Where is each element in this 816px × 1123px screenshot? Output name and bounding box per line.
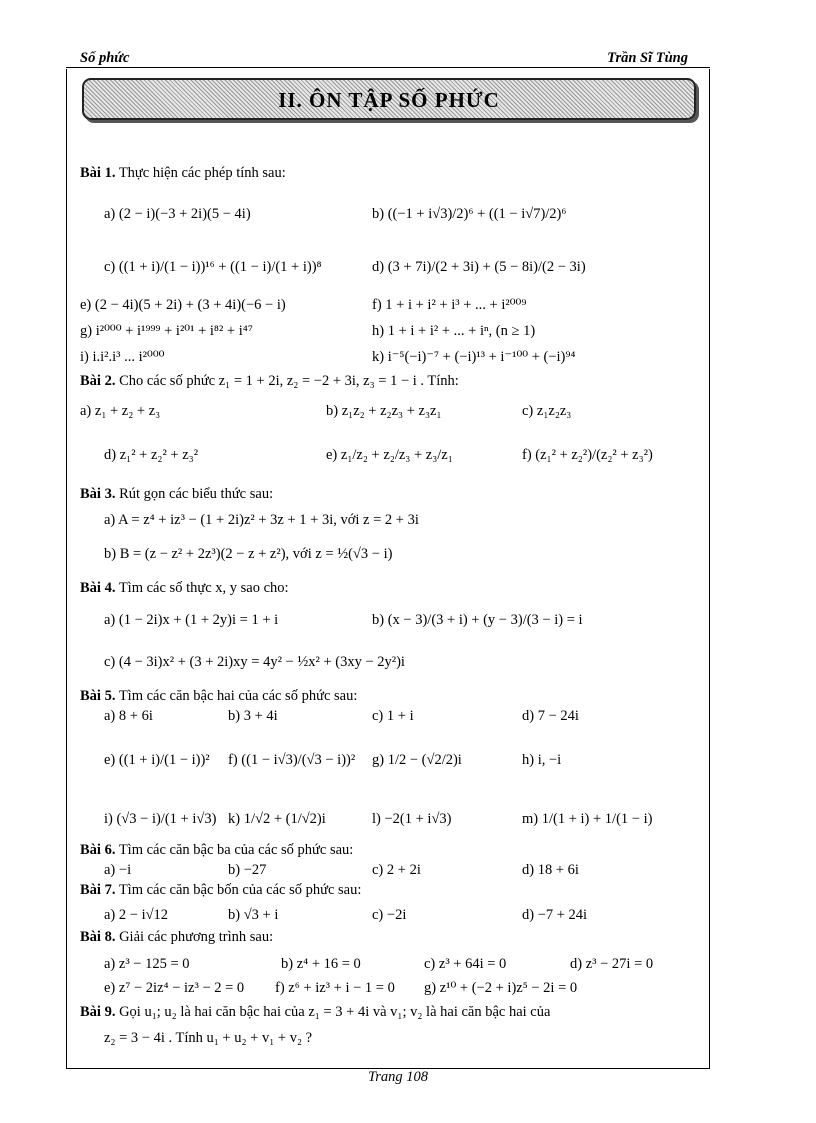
exercise-prompt: Thực hiện các phép tính sau:	[118, 165, 286, 181]
b1-item-c: c) ((1 + i)/(1 − i))¹⁶ + ((1 − i)/(1 + i))⁸	[104, 259, 322, 275]
exercise-label: Bài 6.	[80, 842, 116, 858]
page-title: II. ÔN TẬP SỐ PHỨC	[278, 88, 500, 112]
b7-item-c: c) −2i	[372, 907, 407, 923]
exercise-7	[80, 881, 361, 899]
b4-item-b: b) (x − 3)/(3 + i) + (y − 3)/(3 − i) = i	[372, 612, 583, 628]
b2-item-e: e) z₁/z₂ + z₂/z₃ + z₃/z₁	[326, 447, 453, 463]
b1-item-a: a) (2 − i)(−3 + 2i)(5 − 4i)	[104, 206, 251, 222]
exercise-label: Bài 4.	[80, 580, 116, 596]
exercise-5	[80, 687, 357, 705]
b8-item-b: b) z⁴ + 16 = 0	[281, 956, 361, 972]
title-banner	[82, 78, 696, 120]
b1-item-b: b) ((−1 + i√3)/2)⁶ + ((1 − i√7)/2)⁶	[372, 206, 567, 222]
exercise-4	[80, 579, 289, 597]
exercise-prompt: Tìm các căn bậc bốn của các số phức sau:	[118, 882, 362, 898]
b2-item-a: a) z₁ + z₂ + z₃	[80, 403, 161, 419]
b1-item-e: e) (2 − 4i)(5 + 2i) + (3 + 4i)(−6 − i)	[80, 297, 286, 313]
footer-text: Trang 108	[367, 1069, 429, 1085]
b7-item-a: a) 2 − i√12	[104, 907, 169, 923]
exercise-prompt: Tìm các căn bậc ba của các số phức sau:	[118, 842, 354, 858]
b5-item-g: g) 1/2 − (√2/2)i	[372, 752, 462, 768]
exercise-prompt: Tìm các số thực x, y sao cho:	[118, 580, 289, 596]
b1-item-d: d) (3 + 7i)/(2 + 3i) + (5 − 8i)/(2 − 3i)	[372, 259, 586, 275]
exercise-prompt: Tìm các căn bậc hai của các số phức sau:	[118, 688, 358, 704]
b5-item-c: c) 1 + i	[372, 708, 414, 724]
exercise-label: Bài 2.	[80, 373, 116, 389]
b4-item-c: c) (4 − 3i)x² + (3 + 2i)xy = 4y² − ½x² + (3xy − 2y²)i	[104, 654, 405, 670]
b2-item-c: c) z₁z₂z₃	[522, 403, 572, 419]
exercise-9	[80, 1003, 550, 1021]
b6-item-a: a) −i	[104, 862, 132, 878]
exercise-label: Bài 5.	[80, 688, 116, 704]
page-number	[0, 1069, 816, 1086]
b6-item-b: b) −27	[228, 862, 267, 878]
exercise-8	[80, 928, 273, 946]
b8-item-g: g) z¹⁰ + (−2 + i)z⁵ − 2i = 0	[424, 980, 578, 996]
b5-item-d: d) 7 − 24i	[522, 708, 579, 724]
header-rule	[66, 67, 710, 68]
b5-item-h: h) i, −i	[522, 752, 562, 768]
b8-item-a: a) z³ − 125 = 0	[104, 956, 190, 972]
b8-item-f: f) z⁶ + iz³ + i − 1 = 0	[275, 980, 395, 996]
b5-item-e: e) ((1 + i)/(1 − i))²	[104, 752, 210, 768]
b1-item-h: h) 1 + i + i² + ... + iⁿ, (n ≥ 1)	[372, 323, 536, 339]
b4-item-a: a) (1 − 2i)x + (1 + 2y)i = 1 + i	[104, 612, 279, 628]
exercise-text-line1: Gọi u₁; u₂ là hai căn bậc hai của z₁ = 3 + 4i và v₁; v₂ là hai căn bậc hai của	[119, 1004, 551, 1020]
b5-item-a: a) 8 + 6i	[104, 708, 153, 724]
b5-item-l: l) −2(1 + i√3)	[372, 811, 452, 827]
header-right: Trần Sĩ Tùng	[607, 50, 688, 66]
b7-item-d: d) −7 + 24i	[522, 907, 588, 923]
b5-item-b: b) 3 + 4i	[228, 708, 278, 724]
exercise-prompt: Giải các phương trình sau:	[119, 929, 274, 945]
exercise-6	[80, 841, 353, 859]
exercise-label: Bài 8.	[80, 929, 116, 945]
b8-item-d: d) z³ − 27i = 0	[570, 956, 654, 972]
b1-item-k: k) i⁻⁵(−i)⁻⁷ + (−i)¹³ + i⁻¹⁰⁰ + (−i)⁹⁴	[372, 349, 576, 365]
exercise-1	[80, 164, 286, 182]
b8-item-e: e) z⁷ − 2iz⁴ − iz³ − 2 = 0	[104, 980, 245, 996]
b3-item-b: b) B = (z − z² + 2z³)(2 − z + z²), với z = ½(√3 − i)	[104, 546, 393, 562]
exercise-2	[80, 372, 459, 390]
b1-item-i: i) i.i².i³ ... i²⁰⁰⁰	[80, 349, 165, 365]
b7-item-b: b) √3 + i	[228, 907, 279, 923]
b1-item-g: g) i²⁰⁰⁰ + i¹⁹⁹⁹ + i²⁰¹ + i⁸² + i⁴⁷	[80, 323, 253, 339]
b3-item-a: a) A = z⁴ + iz³ − (1 + 2i)z² + 3z + 1 + 3i, với z = 2 + 3i	[104, 512, 419, 528]
b1-item-f: f) 1 + i + i² + i³ + ... + i²⁰⁰⁹	[372, 297, 527, 313]
exercise-label: Bài 9.	[80, 1004, 116, 1020]
exercise-3	[80, 485, 273, 503]
exercise-label: Bài 7.	[80, 882, 116, 898]
b8-item-c: c) z³ + 64i = 0	[424, 956, 507, 972]
b2-item-f: f) (z₁² + z₂²)/(z₂² + z₃²)	[522, 447, 653, 463]
header-left: Số phức	[80, 50, 130, 66]
b5-item-m: m) 1/(1 + i) + 1/(1 − i)	[522, 811, 653, 827]
b6-item-c: c) 2 + 2i	[372, 862, 421, 878]
b5-item-k: k) 1/√2 + (1/√2)i	[228, 811, 326, 827]
b6-item-d: d) 18 + 6i	[522, 862, 579, 878]
exercise-label: Bài 1.	[80, 165, 116, 181]
b2-item-d: d) z₁² + z₂² + z₃²	[104, 447, 199, 463]
b5-item-f: f) ((1 − i√3)/(√3 − i))²	[228, 752, 356, 768]
b2-item-b: b) z₁z₂ + z₂z₃ + z₃z₁	[326, 403, 442, 419]
b9-text-line2: z₂ = 3 − 4i . Tính u₁ + u₂ + v₁ + v₂ ?	[104, 1030, 313, 1046]
exercise-label: Bài 3.	[80, 486, 116, 502]
exercise-prompt: Rút gọn các biểu thức sau:	[119, 486, 274, 502]
exercise-prompt: Cho các số phức z₁ = 1 + 2i, z₂ = −2 + 3i, z₃ = 1 − i . Tính:	[119, 373, 459, 389]
b5-item-i: i) (√3 − i)/(1 + i√3)	[104, 811, 217, 827]
